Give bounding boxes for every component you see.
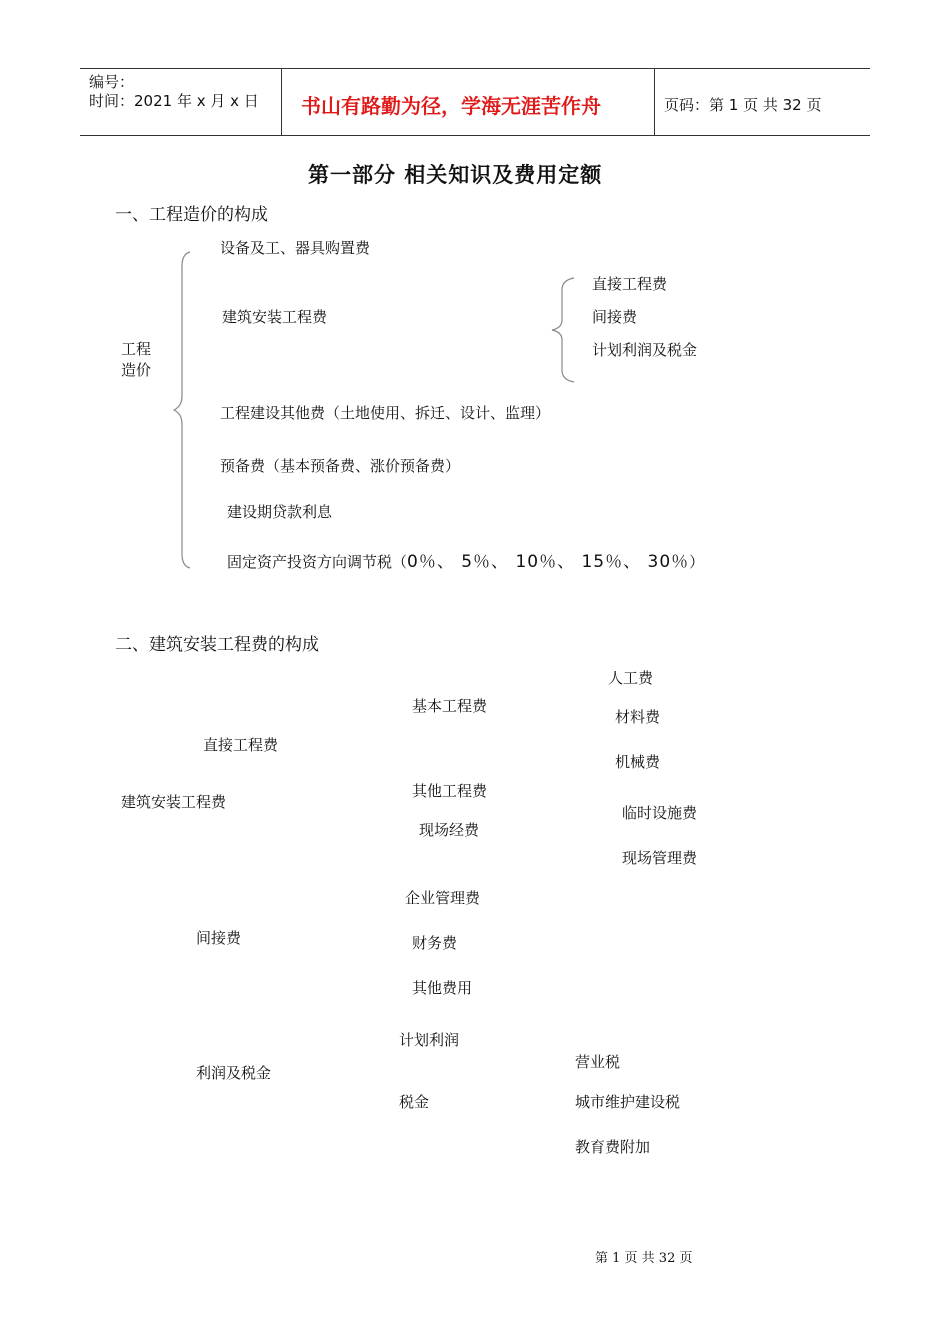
section2-education-surcharge: 教育费附加 xyxy=(575,1138,651,1156)
section1-root-line2: 造价 xyxy=(121,361,152,379)
section2-heading: 二、建筑安装工程费的构成 xyxy=(115,635,319,655)
header-top-rule xyxy=(80,68,870,69)
section1-item-other-costs: 工程建设其他费（土地使用、拆迁、设计、监理） xyxy=(220,404,551,422)
section2-machinery-cost: 机械费 xyxy=(615,753,661,771)
section2-material-cost: 材料费 xyxy=(615,708,661,726)
section2-other-fees: 其他费用 xyxy=(412,979,473,997)
section2-temp-facility: 临时设施费 xyxy=(622,804,698,822)
section2-profit-tax: 利润及税金 xyxy=(196,1064,272,1082)
header-number-label: 编号： xyxy=(89,73,135,91)
section2-site-expense: 现场经费 xyxy=(419,821,480,839)
section2-direct: 直接工程费 xyxy=(203,736,279,754)
section1-item-loan-interest: 建设期贷款利息 xyxy=(227,503,333,521)
section1-sub-profit-tax: 计划利润及税金 xyxy=(592,341,698,359)
section2-city-tax: 城市维护建设税 xyxy=(575,1093,681,1111)
adjust-tax-close: ） xyxy=(689,553,705,571)
page-title: 第一部分 相关知识及费用定额 xyxy=(308,162,603,187)
section2-other-eng-cost: 其他工程费 xyxy=(412,782,488,800)
section1-root-line1: 工程 xyxy=(121,340,152,358)
section2-finance-cost: 财务费 xyxy=(412,934,458,952)
section2-indirect: 间接费 xyxy=(196,929,242,947)
section1-item-construction: 建筑安装工程费 xyxy=(222,308,328,326)
section2-basic-cost: 基本工程费 xyxy=(412,697,488,715)
section1-item-adjust-tax xyxy=(227,547,704,572)
section1-main-brace xyxy=(170,250,200,570)
header-page-label: 页码：第 1 页 共 32 页 xyxy=(664,96,822,114)
adjust-tax-label: 固定资产投资方向调节税（ xyxy=(227,553,408,571)
section2-enterprise-mgmt: 企业管理费 xyxy=(405,889,481,907)
section2-site-mgmt: 现场管理费 xyxy=(622,849,698,867)
section2-root: 建筑安装工程费 xyxy=(121,793,227,811)
adjust-tax-rates: 0％、 5％、 10％、 15％、 30％ xyxy=(407,552,690,572)
section1-sub-direct: 直接工程费 xyxy=(592,275,668,293)
header-motto: 书山有路勤为径，学海无涯苦作舟 xyxy=(301,94,601,118)
header-divider-left xyxy=(281,68,282,136)
section1-sub-brace xyxy=(548,276,578,384)
section2-business-tax: 营业税 xyxy=(575,1053,621,1071)
section2-tax: 税金 xyxy=(399,1093,430,1111)
section1-item-reserve: 预备费（基本预备费、涨价预备费） xyxy=(220,457,461,475)
page-footer: 第 1 页 共 32 页 xyxy=(595,1251,693,1266)
section1-sub-indirect: 间接费 xyxy=(592,308,638,326)
section1-heading: 一、工程造价的构成 xyxy=(115,205,268,225)
section1-item-equipment: 设备及工、器具购置费 xyxy=(220,239,371,257)
section2-labor-cost: 人工费 xyxy=(608,669,654,687)
section2-planned-profit: 计划利润 xyxy=(399,1031,460,1049)
header-divider-right xyxy=(654,68,655,136)
header-time-label: 时间：2021 年 x 月 x 日 xyxy=(89,92,259,110)
header-bottom-rule xyxy=(80,135,870,136)
